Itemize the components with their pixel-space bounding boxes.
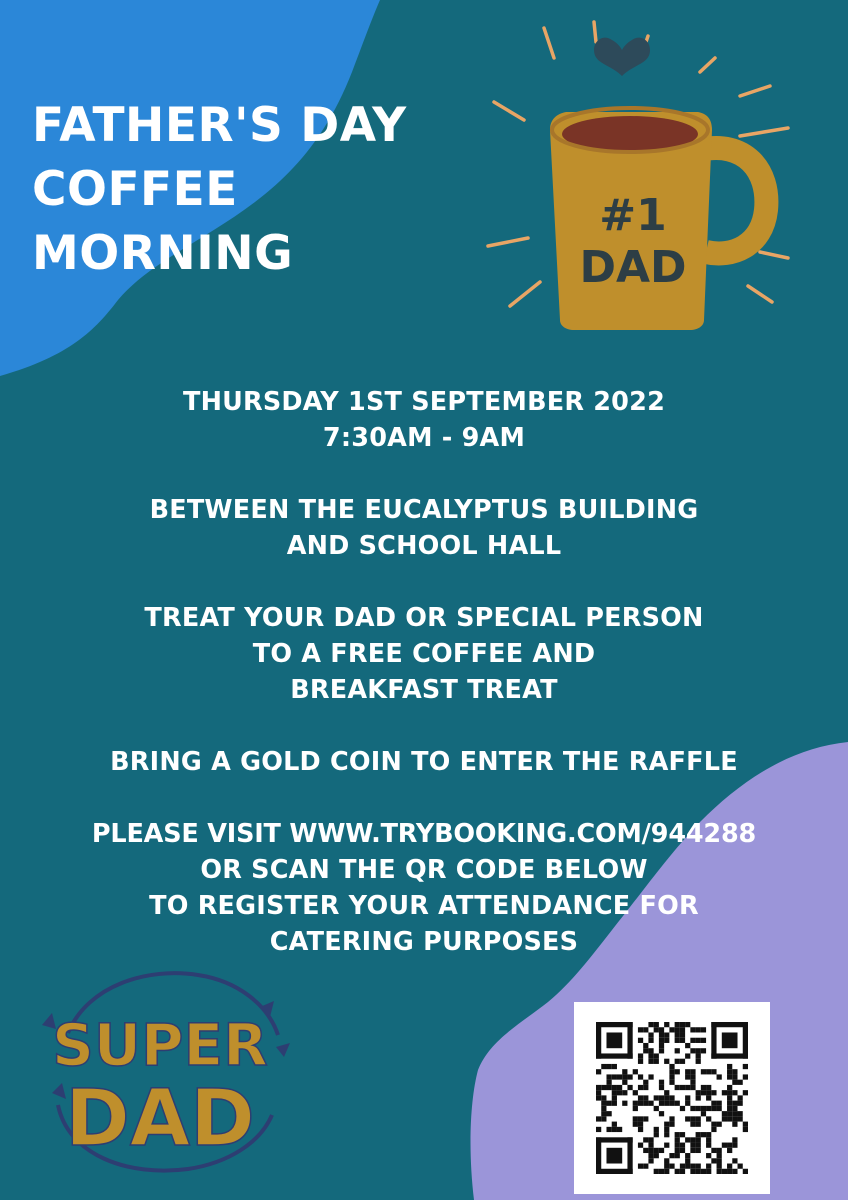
location-line: BETWEEN THE EUCALYPTUS BUILDING [149, 495, 699, 525]
register-block [0, 816, 848, 960]
event-details [0, 384, 848, 996]
title-line: COFFEE [32, 162, 238, 217]
register-line: TO REGISTER YOUR ATTENDANCE FOR [149, 891, 699, 921]
title-line: FATHER'S DAY [32, 98, 407, 153]
mug-label-number: #1 [599, 190, 667, 241]
treat-block [0, 600, 848, 708]
treat-line: TO A FREE COFFEE AND [252, 639, 596, 669]
event-date: THURSDAY 1ST SEPTEMBER 2022 [182, 387, 666, 417]
poster-title [32, 94, 492, 286]
badge-word-super: SUPER [52, 1011, 268, 1079]
super-dad-badge-logo [28, 955, 298, 1175]
location-line: AND SCHOOL HALL [286, 531, 562, 561]
coffee-mug-illustration [470, 20, 810, 340]
treat-line: BREAKFAST TREAT [290, 675, 558, 705]
raffle-line: BRING A GOLD COIN TO ENTER THE RAFFLE [110, 747, 738, 777]
location-block [0, 492, 848, 564]
raffle-block [0, 744, 848, 780]
register-line: OR SCAN THE QR CODE BELOW [200, 855, 648, 885]
heart-icon [594, 38, 650, 76]
treat-line: TREAT YOUR DAD OR SPECIAL PERSON [144, 603, 704, 633]
qr-code-card[interactable] [574, 1002, 770, 1194]
register-url-line: PLEASE VISIT WWW.TRYBOOKING.COM/944288 [91, 819, 757, 849]
mug-label-word: DAD [579, 242, 687, 293]
event-time: 7:30AM - 9AM [322, 423, 526, 453]
qr-code-icon[interactable] [596, 1022, 748, 1174]
register-line: CATERING PURPOSES [269, 927, 579, 957]
badge-word-dad: DAD [65, 1074, 255, 1164]
title-line: MORNING [32, 226, 294, 281]
date-time-block [0, 384, 848, 456]
